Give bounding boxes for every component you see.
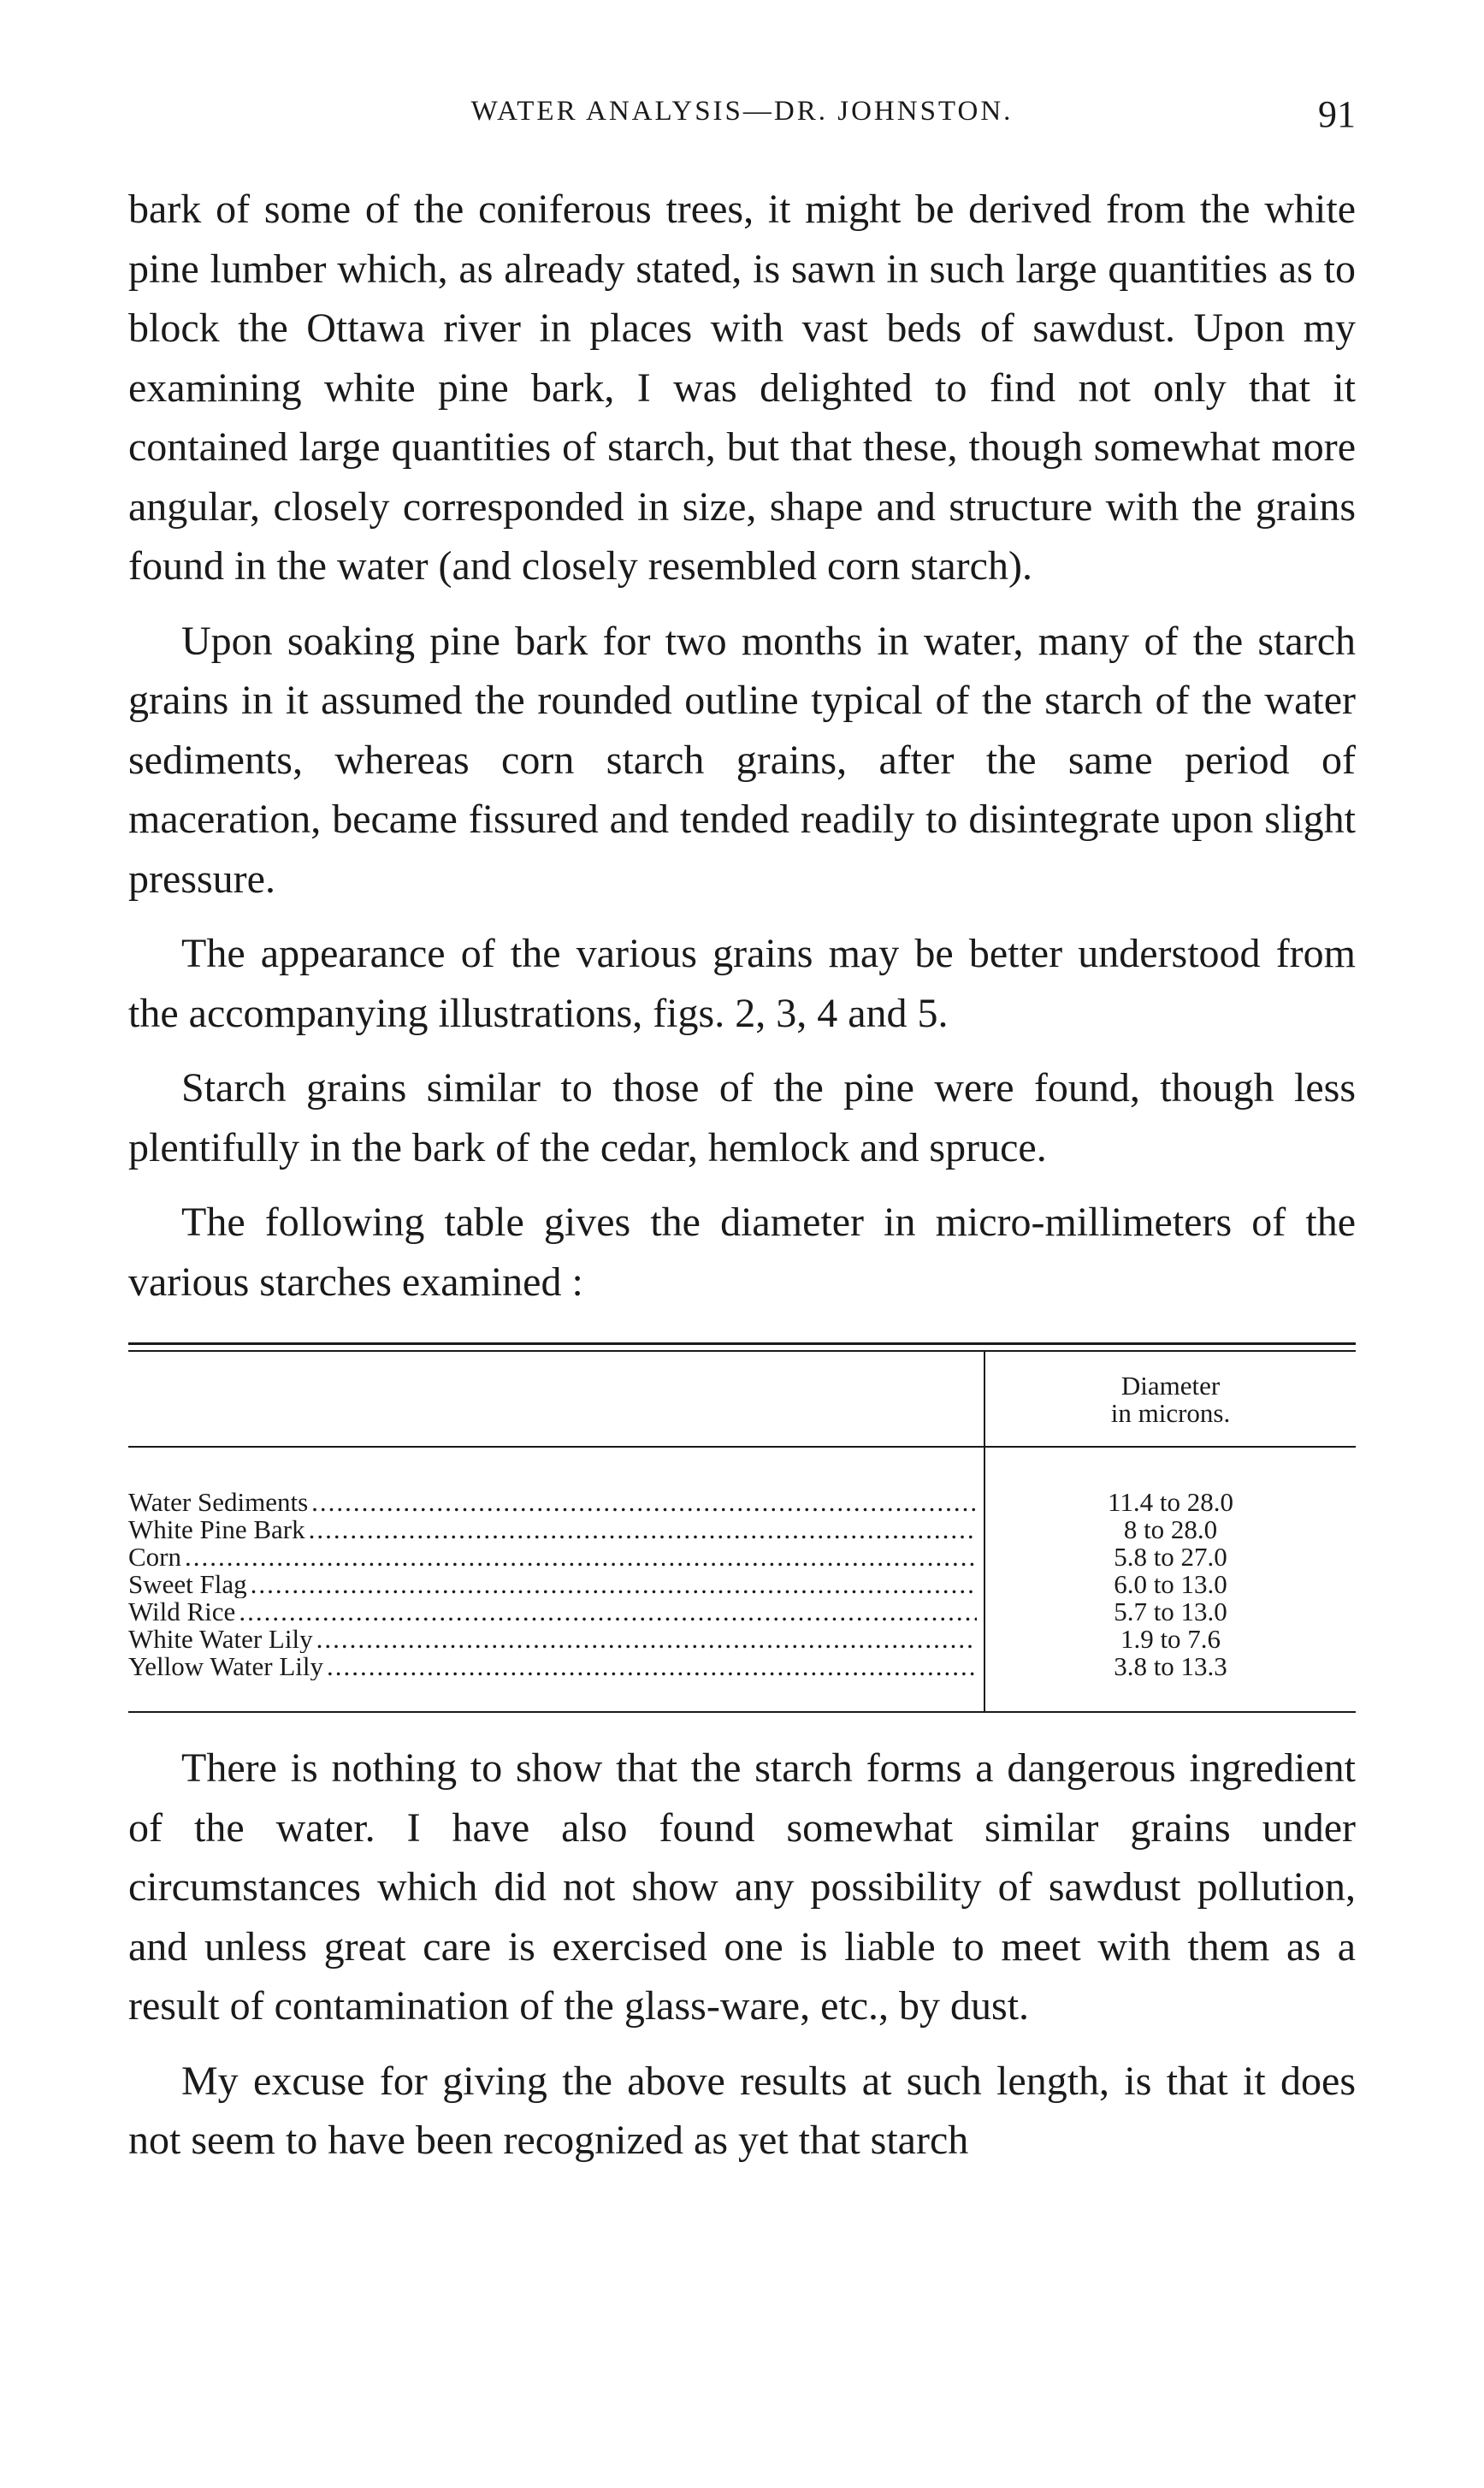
table-header-diameter <box>985 1352 1356 1446</box>
table-row-name: Yellow Water Lily ..... <box>128 1653 984 1680</box>
table-top-rule <box>128 1342 1356 1352</box>
table-row-name: Sweet Flag ..... <box>128 1571 984 1598</box>
paragraph-1: bark of some of the coniferous trees, it might be derived from the white pine lumber which, as already stated, is sawn in such large quantities as to block the Ottawa river in places with vast beds of sawdust. Upon my examining white pine bark, I was delighted to find not only that it contained large quantities of starch, but that these, though somewhat more angular, closely corresponded in size, shape and structure with the grains found in the water (and closely resembled corn starch). <box>128 187 1356 589</box>
table-header-row <box>128 1352 1356 1446</box>
table-row-value: 5.8 to 27.0 <box>1114 1542 1227 1572</box>
table-row-value: 1.9 to 7.6 <box>1120 1624 1221 1654</box>
paragraph-6: There is nothing to show that the starch forms a dangerous ingredient of the water. I have also found somewhat similar grains under circumstances which did not show any possibility of sawdust pollution, and unless great care is exercised one is liable to meet with them as a result of contamination of the glass-ware, etc., by dust. <box>128 1745 1356 2029</box>
paragraph-4: Starch grains similar to those of the pine were found, though less plentifully in the bark of the cedar, hemlock and spruce. <box>128 1065 1356 1170</box>
table-row-name: Wild Rice ..... <box>128 1598 984 1626</box>
table-row-value: 5.7 to 13.0 <box>1114 1596 1227 1626</box>
table-name-column <box>128 1448 985 1711</box>
page-number: 91 <box>1318 93 1356 135</box>
paragraph-5: The following table gives the diameter in micro-millimeters of the various starches examined : <box>128 1200 1356 1305</box>
starch-diameter-table <box>128 1342 1356 1713</box>
table-bottom-rule <box>128 1711 1356 1713</box>
paragraph-3: The appearance of the various grains may be better understood from the accompanying illustrations, figs. 2, 3, 4 and 5. <box>128 931 1356 1036</box>
table-row-value: 8 to 28.0 <box>1123 1514 1218 1544</box>
table-row-name: Corn ..... <box>128 1543 984 1571</box>
header-line-1: Diameter <box>1120 1371 1221 1401</box>
table-row-value: 6.0 to 13.0 <box>1114 1569 1227 1599</box>
paragraph-2: Upon soaking pine bark for two months in water, many of the starch grains in it assumed the rounded outline typical of the starch of the water sediments, whereas corn starch grains, after the same period of maceration, became fissured and tended readily to disintegrate upon slight pressure. <box>128 618 1356 902</box>
running-title: WATER ANALYSIS—DR. JOHNSTON. <box>470 96 1014 127</box>
table-row-value: 11.4 to 28.0 <box>1108 1487 1233 1517</box>
body-text <box>128 180 1356 2186</box>
paragraph-7: My excuse for giving the above results at such length, is that it does not seem to have been recognized as yet that starch <box>128 2058 1356 2163</box>
table-row-name: White Pine Bark ..... <box>128 1516 984 1543</box>
table-header-blank <box>128 1352 985 1446</box>
table-body <box>128 1448 1356 1711</box>
running-head <box>128 93 1356 135</box>
header-line-2: in microns. <box>1110 1398 1231 1428</box>
table-row-value: 3.8 to 13.3 <box>1114 1651 1227 1681</box>
table-row-name: White Water Lily ..... <box>128 1626 984 1653</box>
table-value-column <box>985 1448 1356 1711</box>
table-row-name: Water Sediments ..... <box>128 1489 984 1516</box>
